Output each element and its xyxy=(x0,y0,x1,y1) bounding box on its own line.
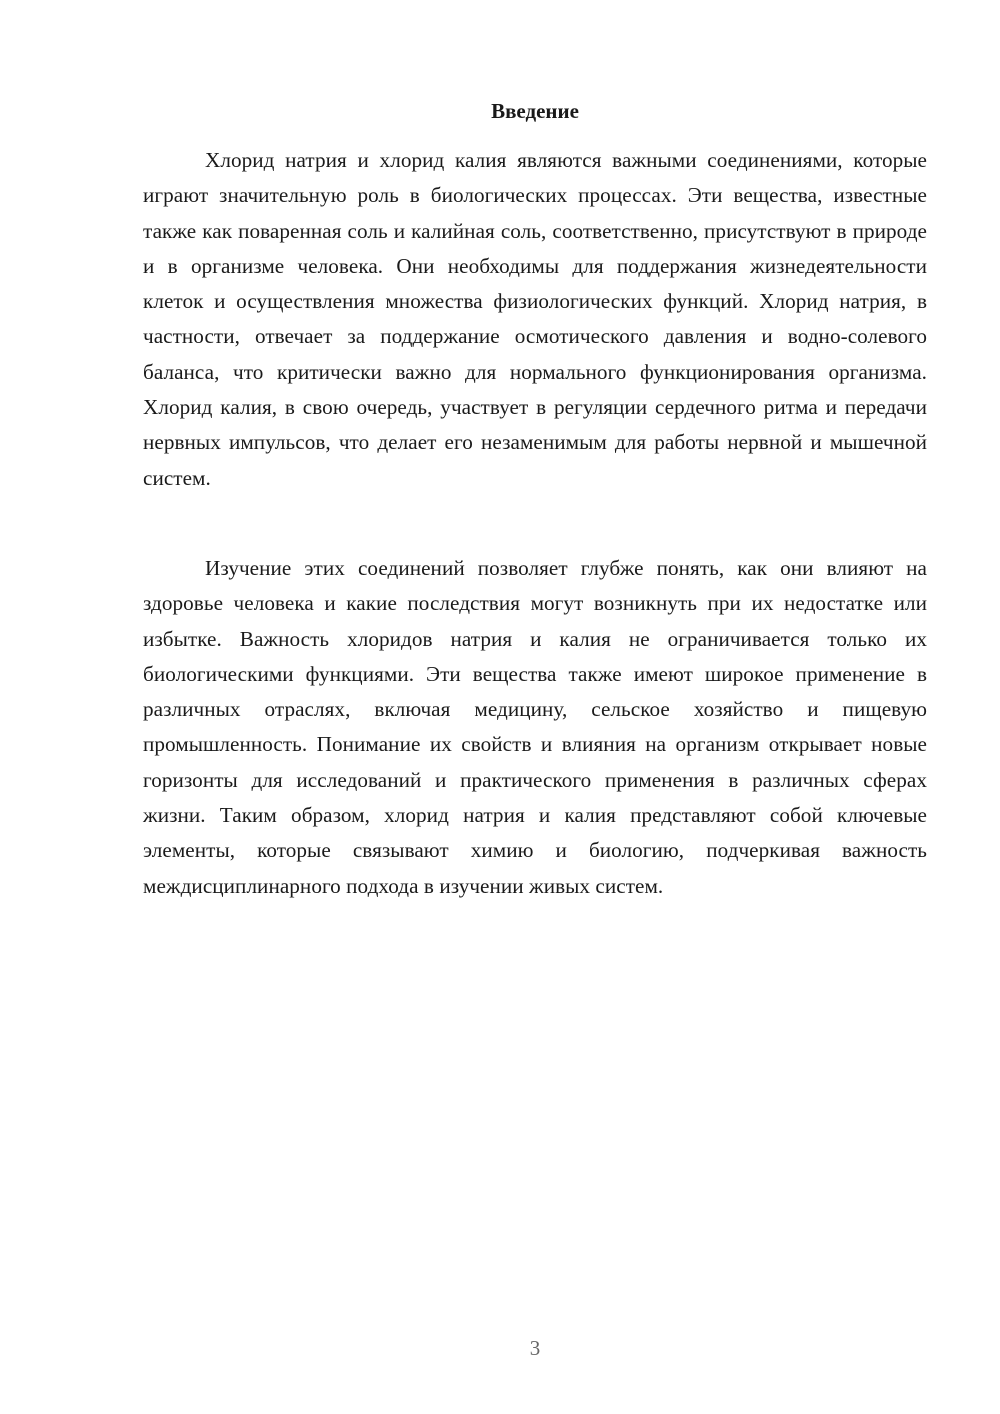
section-heading: Введение xyxy=(491,99,579,123)
page-number: 3 xyxy=(529,1336,541,1360)
paragraph-2-block xyxy=(143,551,927,904)
paragraph-2: Изучение этих соединений позволяет глубже понять, как они влияют на здоровье человека и какие последствия могут возникнуть при их недостатке или избытке. Важность хлоридов натрия и калия не ограничивается только их биологическими функциями. Эти вещества также имеют широкое применение в различных отраслях, включая медицину, сельское хозяйство и пищевую промышленность. Понимание их свойств и влияния на организм открывает новые горизонты для исследований и практического применения в различных сферах жизни. Таким образом, хлорид натрия и калия представляют собой ключевые элементы, которые связывают химию и биологию, подчеркивая важность междисциплинарного подхода в изучении живых систем. xyxy=(143,556,927,898)
paragraph-1: Хлорид натрия и хлорид калия являются важными соединениями, которые играют значительную роль в биологических процессах. Эти вещества, известные также как поваренная соль и калийная соль, соответственно, присутствуют в природе и в организме человека. Они необходимы для поддержания жизнедеятельности клеток и осуществления множества физиологических функций. Хлорид натрия, в частности, отвечает за поддержание осмотического давления и водно-солевого баланса, что критически важно для нормального функционирования организма. Хлорид калия, в свою очередь, участвует в регуляции сердечного ритма и передачи нервных импульсов, что делает его незаменимым для работы нервной и мышечной систем. xyxy=(143,148,927,490)
paragraph-1-block xyxy=(143,143,927,496)
